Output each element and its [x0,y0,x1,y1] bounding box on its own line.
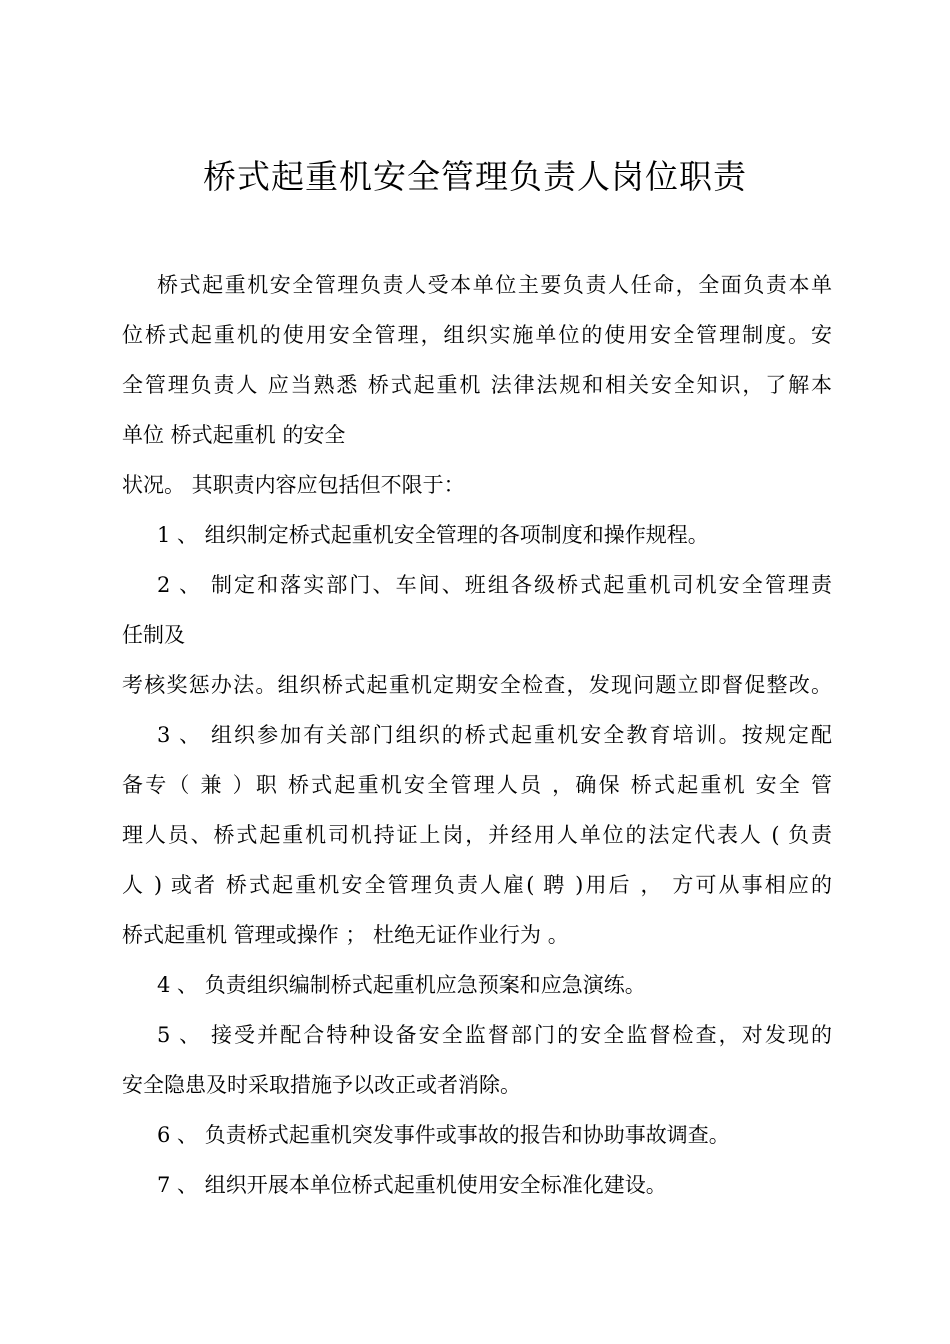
list-item: 6 、 负责桥式起重机突发事件或事故的报告和协助事故调查。 [157,1123,730,1147]
document-title: 桥式起重机安全管理负责人岗位职责 [203,157,747,196]
list-item: 5 、 接受并配合特种设备安全监督部门的安全监督检查，对发现的 [157,1023,832,1047]
list-item: 1 、 组织制定桥式起重机安全管理的各项制度和操作规程。 [157,523,709,547]
paragraph-line: 理人员、桥式起重机司机持证上岗，并经用人单位的法定代表人 ( 负责 [122,823,832,847]
list-item: 4 、 负责组织编制桥式起重机应急预案和应急演练。 [157,973,646,997]
paragraph-line: 任制及 [122,623,185,647]
paragraph-line: 桥式起重机安全管理负责人受本单位主要负责人任命，全面负责本单 [157,273,832,297]
paragraph-line: 备专（ 兼 ）职 桥式起重机安全管理人员 ，确保 桥式起重机 安全 管 [122,773,832,797]
paragraph-line: 人 ) 或者 桥式起重机安全管理负责人雇( 聘 )用后 ， 方可从事相应的 [122,873,832,897]
paragraph-line: 位桥式起重机的使用安全管理，组织实施单位的使用安全管理制度。安 [122,323,832,347]
paragraph-line: 桥式起重机 管理或操作 ； 杜绝无证作业行为 。 [122,923,569,947]
paragraph-line: 安全隐患及时采取措施予以改正或者消除。 [122,1073,521,1097]
paragraph-line: 考核奖惩办法。组织桥式起重机定期安全检查，发现问题立即督促整改。 [122,673,832,697]
list-item: 7 、 组织开展本单位桥式起重机使用安全标准化建设。 [157,1173,667,1197]
paragraph-line: 全管理负责人 应当熟悉 桥式起重机 法律法规和相关安全知识，了解本 [122,373,832,397]
paragraph-line: 状况。 其职责内容应包括但不限于： [122,473,465,497]
list-item: 2 、 制定和落实部门、车间、班组各级桥式起重机司机安全管理责 [157,573,832,597]
paragraph-line: 单位 桥式起重机 的安全 [122,423,346,447]
list-item: 3 、 组织参加有关部门组织的桥式起重机安全教育培训。按规定配 [157,723,832,747]
